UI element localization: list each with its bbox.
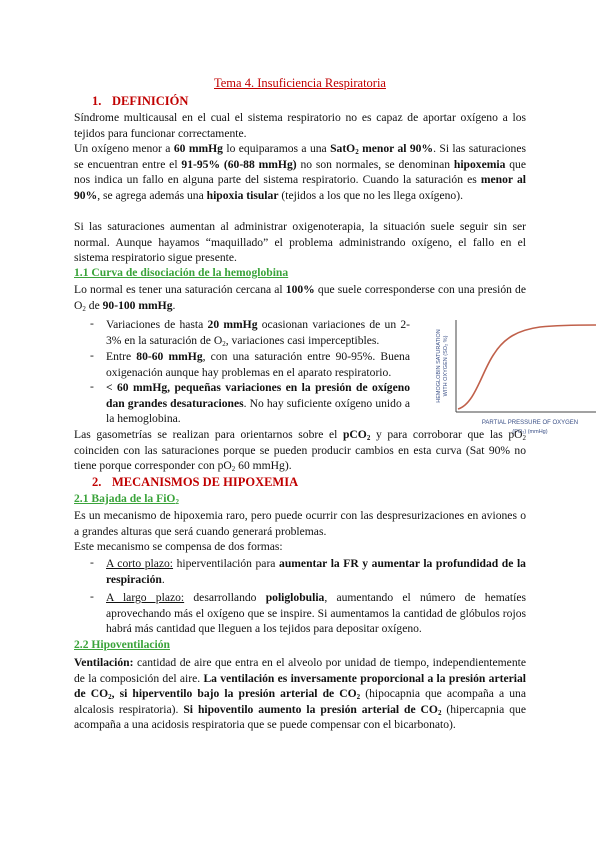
section-2-heading: 2. MECANISMOS DE HIPOXEMIA bbox=[92, 475, 299, 489]
bullet-dash: - bbox=[90, 556, 94, 569]
section-2-1-heading: 2.1 Bajada de la FiO$_2$ bbox=[74, 492, 179, 506]
bullet-dash: - bbox=[90, 349, 94, 362]
bullet-below-60mmhg: < 60 mmHg, pequeñas variaciones en la presión de oxígeno dan grandes desaturaciones. No hay suficiente oxígeno unido a la hemoglobina. bbox=[106, 381, 410, 426]
normal-saturation-paragraph: Lo normal es tener una saturación cercana al 100% que suele corresponderse con una presión de $O_2$ de 90-100 mmHg. bbox=[74, 283, 527, 313]
section-1-1-heading: 1.1 Curva de disociación de la hemoglobina bbox=[74, 266, 289, 279]
compensation-intro: Este mecanismo se compensa de dos formas: bbox=[74, 540, 283, 553]
section-2-2-heading: 2.2 Hipoventilación bbox=[74, 638, 170, 651]
oxygen-thresholds-paragraph: Un oxígeno menor a 60 mmHg lo equiparamos a una SatO$_2$ menor al 90%. Si las saturaciones se encuentran entre el 91-95% (60-88 mmHg) no son normales, se denominan hipoxemia que nos indica un fallo en alguna parte del sistema respiratorio. Cuando la saturación es menor al 90%, se agrega además una hipoxia tisular (tejidos a los que no les llega oxígeno). bbox=[74, 142, 526, 202]
definition-paragraph: Síndrome multicausal en el cual el sistema respiratorio no es capaz de aportar oxígeno a los tejidos para funcionar correctamente. bbox=[74, 111, 526, 140]
dissociation-curve bbox=[458, 325, 596, 409]
blood-gas-paragraph: Las gasometrías se realizan para orientarnos sobre el pCO$_2$ y para corroborar que las $pO_2$ coinciden con las saturaciones porque se pueden producir cambios en esta curva (Sat 90% no tiene porque corresponder con $pO_2$ 60 mmHg). bbox=[74, 428, 526, 474]
fio2-paragraph: Es un mecanismo de hipoxemia raro, pero puede ocurrir con las despresurizaciones en aviones o a grandes alturas que será cuando generará problemas. bbox=[74, 509, 526, 538]
bullet-dash: - bbox=[90, 317, 94, 330]
bullet-80-60mmhg: Entre 80-60 mmHg, con una saturación entre 90-95%. Buena oxigenación aunque hay problemas en el aparato respiratorio. bbox=[106, 350, 411, 379]
bullet-dash: - bbox=[90, 380, 94, 393]
bullet-short-term: A corto plazo: hiperventilación para aumentar la FR y aumentar la profundidad de la respiración. bbox=[106, 557, 526, 586]
y-axis-label-1: HEMOGLOBIN SATURATION bbox=[436, 329, 442, 403]
x-axis-label-1: PARTIAL PRESSURE OF OXYGEN bbox=[481, 420, 579, 426]
x-axis-label-2: (PO₂) (mmHg) bbox=[512, 429, 548, 435]
hemoglobin-dissociation-curve-figure bbox=[420, 316, 600, 444]
bullet-20mmhg: Variaciones de hasta 20 mmHg ocasionan variaciones de un 2-3% en la saturación de $O_2$, variaciones casi imperceptibles. bbox=[106, 318, 411, 348]
page-title: Tema 4. Insuficiencia Respiratoria bbox=[214, 76, 386, 90]
hypoventilation-paragraph: Ventilación: cantidad de aire que entra en el alveolo por unidad de tiempo, independientemente de la composición del aire. La ventilación es inversamente proporcional a la presión arterial de $CO_2$, si hiperventilo bajo la presión arterial de $CO_2$ (hipocapnia que acompaña a una alcalosis respiratoria). Si hipoventilo aumento la presión arterial de $CO_2$ (hipercapnia que acompaña a una acidosis respiratoria que se puede compensar con el bicarbonato). bbox=[74, 656, 527, 732]
bullet-long-term: A largo plazo: desarrollando poliglobulia, aumentando el número de hematíes aprovechando más el oxígeno que se inspire. Si aumentamos la cantidad de glóbulos rojos habrá más cantidad que lleguen a los tejidos para depositar oxígeno. bbox=[106, 591, 526, 636]
y-axis-label-2: WITH OXYGEN (SO₂ %) bbox=[443, 335, 449, 397]
bullet-dash: - bbox=[90, 590, 94, 603]
section-1-heading: 1. DEFINICIÓN bbox=[92, 94, 189, 108]
oxygen-therapy-paragraph: Si las saturaciones aumentan al administrar oxigenoterapia, la situación suele seguir sin ser normal. Aunque hayamos “maquillado” el problema administrando oxígeno, el fallo en el sistema respiratorio sigue presente. bbox=[74, 220, 526, 265]
